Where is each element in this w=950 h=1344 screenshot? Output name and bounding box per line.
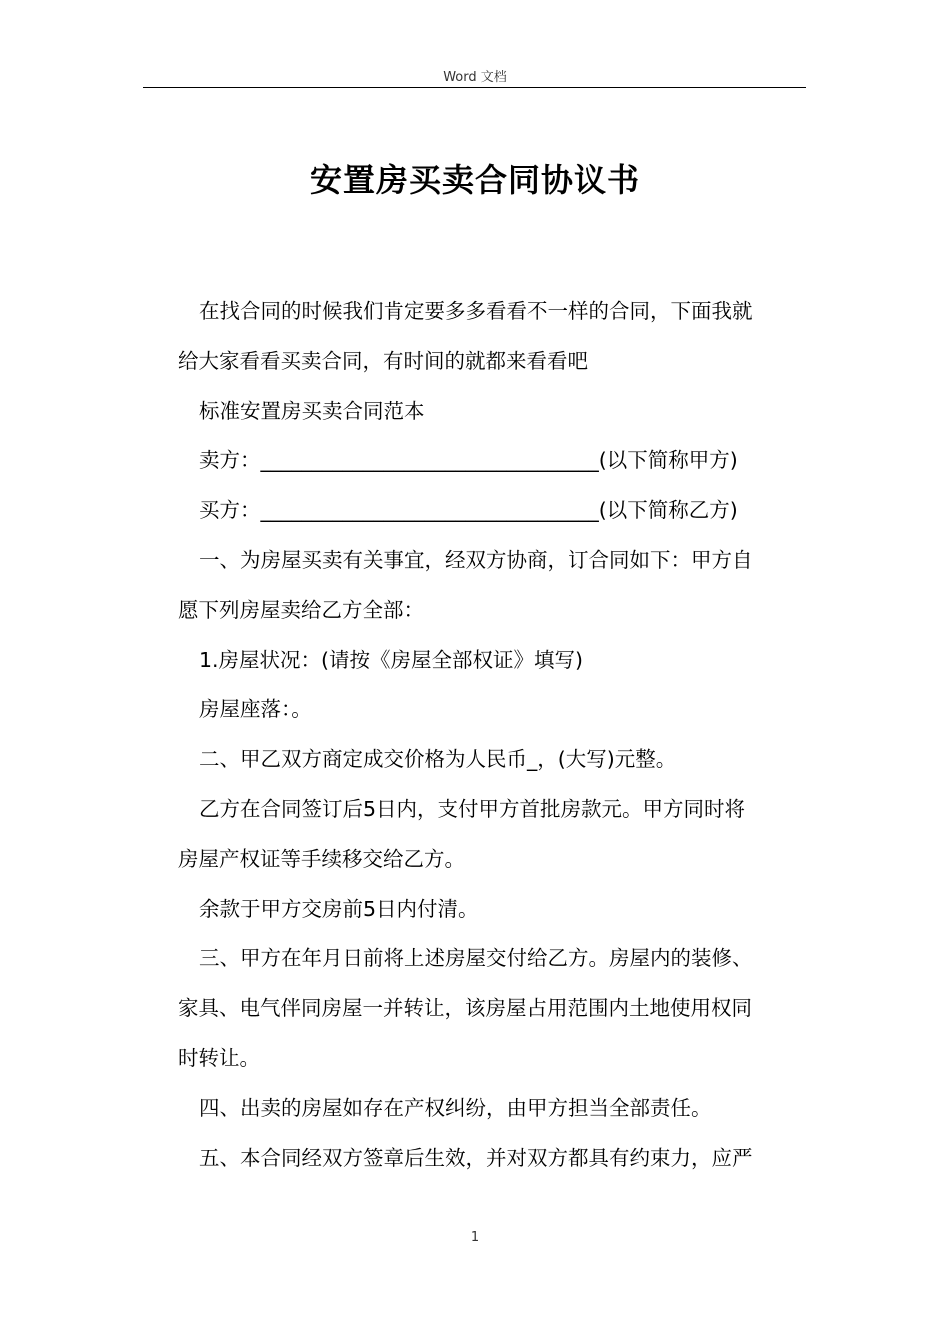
body-line: 三、甲方在年月日前将上述房屋交付给乙方。房屋内的装修、 (199, 946, 753, 971)
body-line: 买方：_________________________________(以下简称乙方) (199, 498, 738, 523)
body-line: 给大家看看买卖合同，有时间的就都来看看吧 (178, 348, 588, 373)
body-line: 家具、电气伴同房屋一并转让，该房屋占用范围内土地使用权同 (178, 996, 752, 1021)
header-divider (143, 87, 806, 88)
body-line: 时转让。 (178, 1045, 260, 1070)
body-line: 房屋座落：。 (199, 697, 312, 722)
body-line: 卖方：_________________________________(以下简称甲方) (199, 448, 738, 473)
document-title: 安置房买卖合同协议书 (309, 161, 640, 199)
body-line: 1.房屋状况：(请按《房屋全部权证》填写) (199, 647, 584, 672)
body-line: 二、甲乙双方商定成交价格为人民币_，(大写)元整。 (199, 747, 677, 772)
document-body (178, 287, 808, 1183)
body-line: 在找合同的时候我们肯定要多多看看不一样的合同，下面我就 (199, 299, 753, 323)
body-line: 余款于甲方交房前5日内付清。 (199, 896, 479, 921)
body-line: 一、为房屋买卖有关事宜，经双方协商，订合同如下：甲方自 (199, 547, 753, 572)
body-line: 标准安置房买卖合同范本 (199, 398, 425, 423)
body-line: 四、出卖的房屋如存在产权纠纷，由甲方担当全部责任。 (199, 1095, 712, 1120)
page-number: 1 (470, 1230, 480, 1245)
page-header: Word 文档 (443, 70, 507, 85)
body-line: 乙方在合同签订后5日内，支付甲方首批房款元。甲方同时将 (199, 796, 746, 821)
body-line: 愿下列房屋卖给乙方全部： (178, 597, 424, 622)
body-line: 五、本合同经双方签章后生效，并对双方都具有约束力，应严 (199, 1145, 753, 1170)
body-line: 房屋产权证等手续移交给乙方。 (178, 846, 465, 871)
